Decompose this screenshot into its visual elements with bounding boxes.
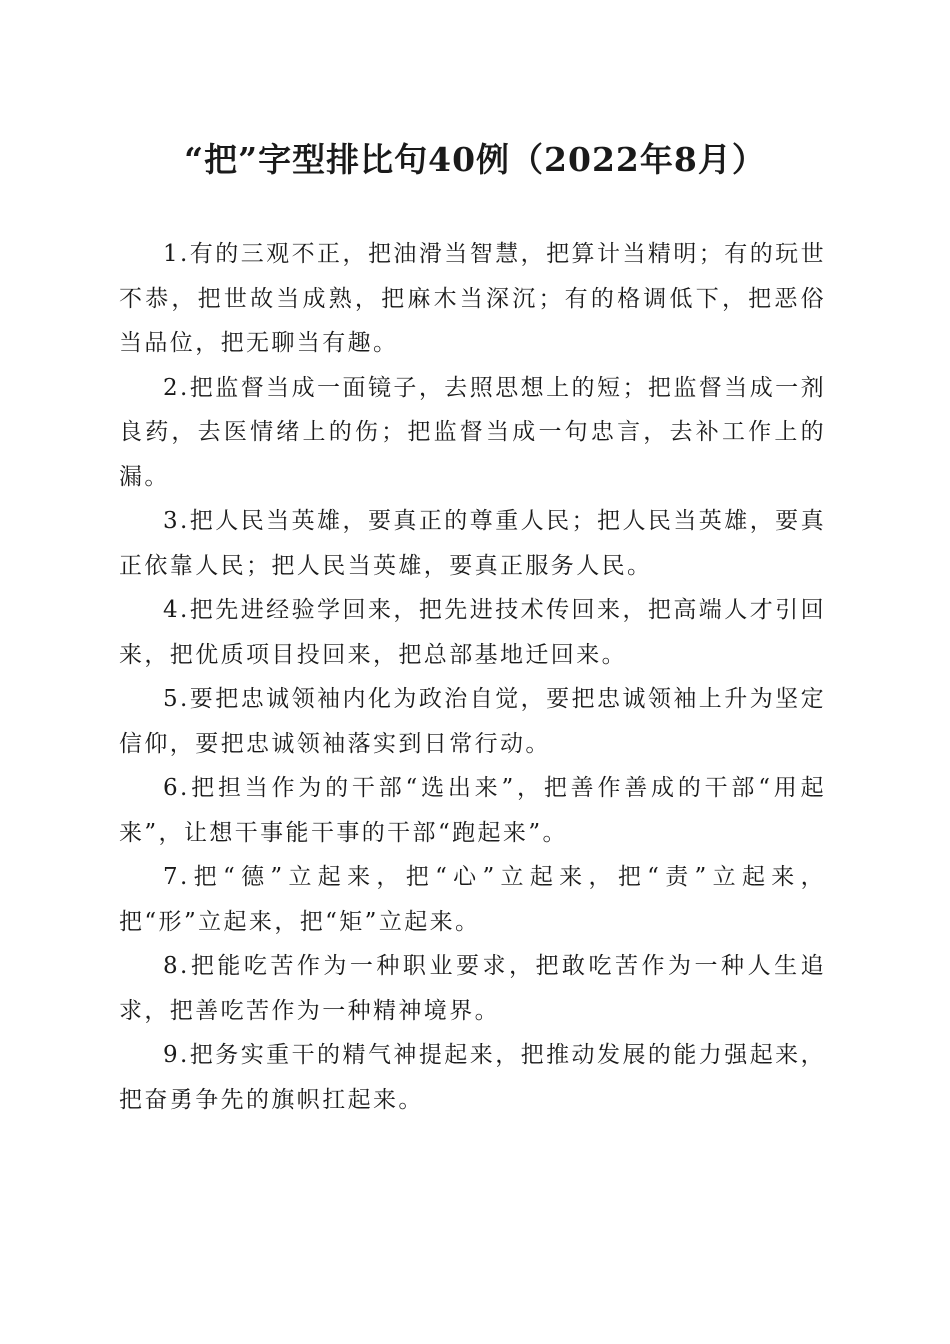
paragraph-5: 5.要把忠诚领袖内化为政治自觉，要把忠诚领袖上升为坚定信仰，要把忠诚领袖落实到日常行动。 — [119, 686, 826, 757]
paragraph-9: 9.把务实重干的精气神提起来，把推动发展的能力强起来，把奋勇争先的旗帜扛起来。 — [119, 1042, 826, 1113]
paragraph-6: 6.把担当作为的干部“选出来”，把善作善成的干部“用起来”，让想干事能干事的干部“跑起来”。 — [119, 775, 826, 846]
paragraph-3: 3.把人民当英雄，要真正的尊重人民；把人民当英雄，要真正依靠人民；把人民当英雄，要真正服务人民。 — [119, 508, 826, 579]
paragraph-4: 4.把先进经验学回来，把先进技术传回来，把高端人才引回来，把优质项目投回来，把总部基地迁回来。 — [119, 597, 826, 668]
paragraph-2: 2.把监督当成一面镜子，去照思想上的短；把监督当成一剂良药，去医情绪上的伤；把监督当成一句忠言，去补工作上的漏。 — [119, 374, 826, 490]
paragraph-1: 1.有的三观不正，把油滑当智慧，把算计当精明；有的玩世不恭，把世故当成熟，把麻木当深沉；有的格调低下，把恶俗当品位，把无聊当有趣。 — [119, 241, 826, 356]
document-title: “把”字型排比句40例（2022年8月） — [184, 140, 766, 179]
paragraph-8: 8.把能吃苦作为一种职业要求，把敢吃苦作为一种人生追求，把善吃苦作为一种精神境界。 — [119, 953, 826, 1024]
document-body — [119, 232, 826, 1122]
paragraph-7: 7.把“德”立起来，把“心”立起来，把“责”立起来，把“形”立起来，把“矩”立起来。 — [119, 864, 826, 935]
